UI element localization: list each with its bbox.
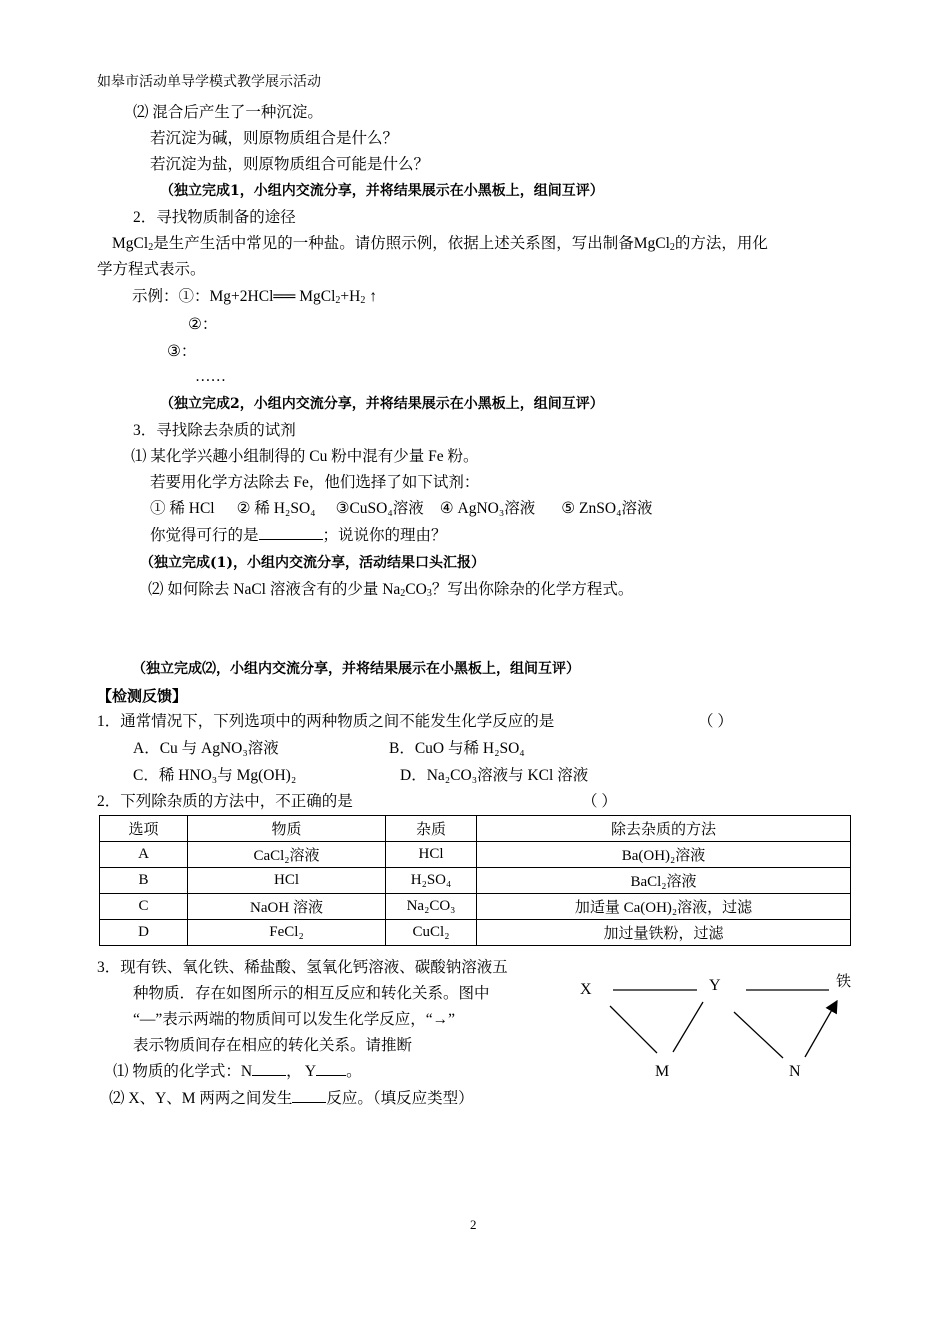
table-cell: BaCl₂溶液 [477, 868, 851, 894]
table-cell: NaOH 溶液 [188, 894, 386, 920]
table-cell: CuCl₂ [386, 920, 477, 946]
section3-title: 3．寻找除去杂质的试剂 [133, 422, 296, 439]
section2-intro: MgCl$_2$是生产生活中常见的一种盐。请仿照示例，依据上述关系图，写出制备MgCl$_2$的方法，用化 [112, 235, 768, 253]
reagent-4: ④ AgNO₃溶液 [439, 500, 536, 517]
node-m: M [655, 1063, 670, 1080]
table-cell: H₂SO₄ [386, 868, 477, 894]
feedback-q1-answer: （ ） [698, 713, 733, 730]
table-header-row [100, 816, 851, 842]
section3-q1b: 若要用化学方法除去 Fe，他们选择了如下试剂： [150, 474, 480, 491]
feedback-title: 【检测反馈】 [97, 687, 188, 705]
q2-alkali-question: 若沉淀为碱，则原物质组合是什么？ [150, 130, 399, 147]
feedback-q2: 2．下列除杂质的方法中，不正确的是 [97, 793, 353, 810]
reagent-5: ⑤ ZnSO₄溶液 [561, 500, 653, 517]
node-iron: 铁 [836, 972, 852, 990]
q1-option-d: D．Na₂CO₃溶液与 KCl 溶液 [400, 767, 589, 784]
table-header: 杂质 [386, 816, 477, 842]
reagent-list [150, 499, 653, 519]
table-cell: HCl [386, 842, 477, 868]
up-arrow-icon: ↑ [369, 288, 377, 305]
section3-q2: ⑵ 如何除去 NaCl 溶液含有的少量 $Na_2CO_3$？写出你除杂的化学方程式。 [148, 581, 634, 599]
table-header: 除去杂质的方法 [477, 816, 851, 842]
reaction-diagram [570, 965, 860, 1090]
table-cell: 加过量铁粉，过滤 [477, 920, 851, 946]
node-n: N [789, 1063, 801, 1080]
table-row [100, 868, 851, 894]
table-header: 选项 [100, 816, 188, 842]
instruction-4: （独立完成⑵，小组内交流分享，并将结果展示在小黑板上，组间互评） [132, 661, 580, 677]
reagent-2: ② 稀 H₂SO₄ [236, 500, 316, 517]
feedback-q3-line4: 表示物质间存在相应的转化关系。请推断 [133, 1037, 413, 1054]
instruction-1: （独立完成1，小组内交流分享，并将结果展示在小黑板上，组间互评） [160, 183, 604, 199]
section2-intro-line2: 学方程式表示。 [97, 261, 206, 278]
instruction-3: （独立完成(1)，小组内交流分享，活动结果口头汇报） [140, 555, 485, 571]
node-x: X [580, 981, 592, 998]
table-cell: C [100, 894, 188, 920]
q2-salt-question: 若沉淀为盐，则原物质组合可能是什么？ [150, 156, 430, 173]
edge-y-m [673, 1002, 703, 1052]
example-1: 示例：①：Mg+2HCl══ $MgCl_2+H_2$ ↑ [132, 288, 377, 306]
table-row [100, 894, 851, 920]
table-cell: A [100, 842, 188, 868]
feedback-q3-sub1: ⑴ 物质的化学式：N ， Y 。 [113, 1063, 362, 1080]
example-3: ③： [167, 343, 197, 360]
q1-option-c: C．稀 HNO₃与 Mg(OH)₂ [133, 767, 297, 784]
q2-title: ⑵ 混合后产生了一种沉淀。 [133, 104, 323, 121]
table-cell: CaCl₂溶液 [188, 842, 386, 868]
q1-option-a: A．Cu 与 AgNO₃溶液 [133, 740, 279, 757]
feedback-q3-sub2: ⑵ X、Y、M 两两之间发生 反应。（填反应类型） [109, 1090, 474, 1107]
page-header: 如皋市活动单导学模式教学展示活动 [97, 74, 321, 90]
section2-title: 2．寻找物质制备的途径 [133, 209, 296, 226]
feedback-q2-answer: （ ） [582, 793, 617, 810]
example-2: ②： [188, 316, 218, 333]
table-cell: B [100, 868, 188, 894]
table-cell: FeCl₂ [188, 920, 386, 946]
table-cell: 加适量 Ca(OH)₂溶液，过滤 [477, 894, 851, 920]
feedback-q3-line3: “—”表示两端的物质间可以发生化学反应，“→” [133, 1011, 456, 1028]
instruction-2: （独立完成2，小组内交流分享，并将结果展示在小黑板上，组间互评） [160, 396, 604, 412]
feedback-q3-line1: 3．现有铁、氧化铁、稀盐酸、氢氧化钙溶液、碳酸钠溶液五 [97, 959, 508, 976]
table-cell: Na₂CO₃ [386, 894, 477, 920]
table-cell: D [100, 920, 188, 946]
reagent-3: ③CuSO₄溶液 [335, 500, 424, 517]
edge-x-m [610, 1006, 657, 1053]
table-cell: Ba(OH)₂溶液 [477, 842, 851, 868]
q1-option-b: B．CuO 与稀 H₂SO₄ [389, 740, 525, 757]
reagent-1: ① 稀 HCl [150, 500, 215, 517]
table-row [100, 920, 851, 946]
impurity-table [99, 815, 851, 946]
page-number: 2 [470, 1217, 477, 1232]
node-y: Y [709, 977, 721, 994]
ellipsis: …… [195, 368, 226, 385]
table-header: 物质 [188, 816, 386, 842]
section3-q1: ⑴ 某化学兴趣小组制得的 Cu 粉中混有少量 Fe 粉。 [131, 448, 479, 465]
table-cell: HCl [188, 868, 386, 894]
edge-n-iron-arrow [805, 1001, 837, 1057]
feedback-q3-line2: 种物质．存在如图所示的相互反应和转化关系。图中 [133, 985, 490, 1002]
feedback-q1: 1．通常情况下，下列选项中的两种物质之间不能发生化学反应的是 [97, 713, 555, 730]
table-row [100, 842, 851, 868]
edge-y-n [734, 1012, 783, 1058]
section3-q1c: 你觉得可行的是 ；说说你的理由？ [150, 527, 447, 544]
